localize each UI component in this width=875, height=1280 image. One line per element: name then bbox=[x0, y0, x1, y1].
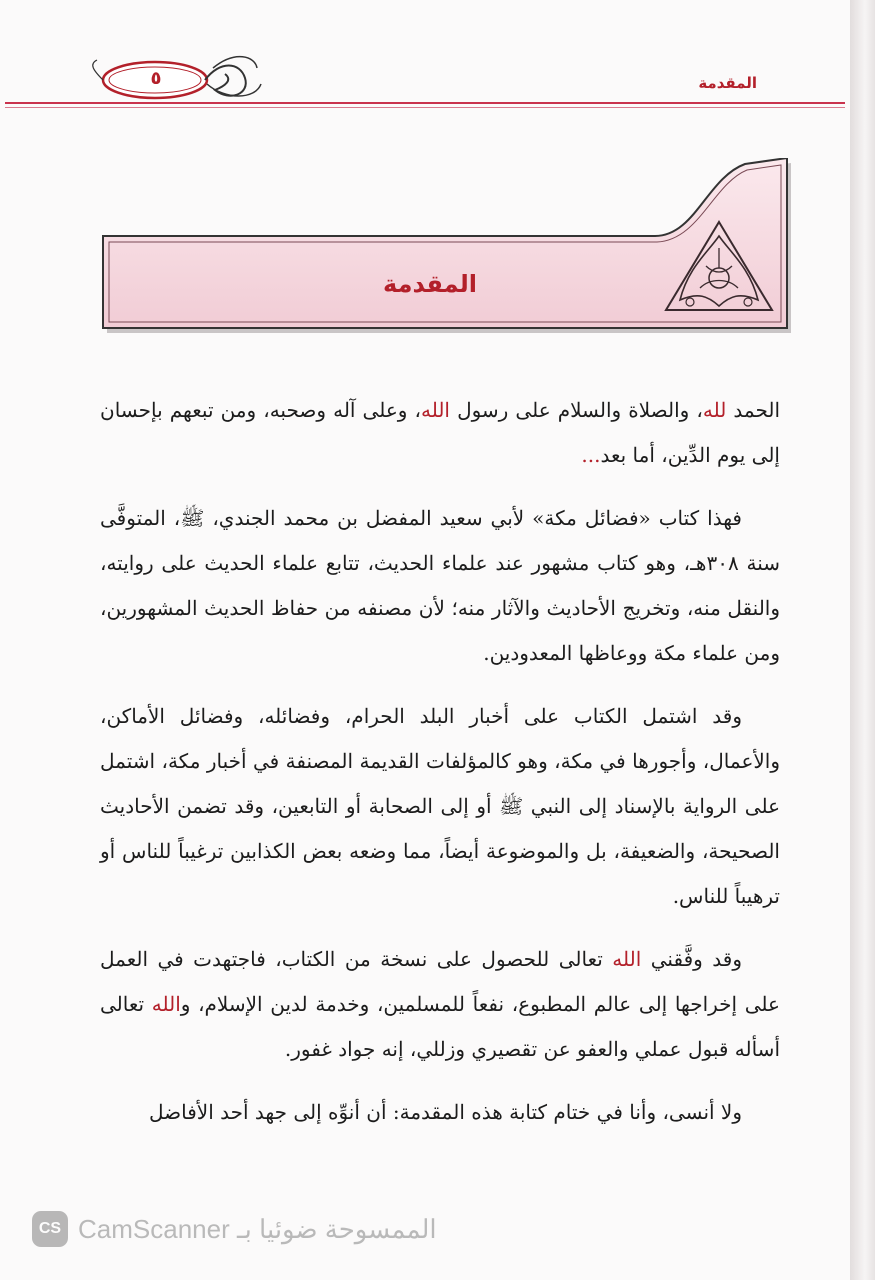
p1-text-c: ، والصلاة والسلام على رسول bbox=[449, 398, 703, 422]
page-edge bbox=[850, 0, 875, 1280]
page-number: ٥ bbox=[150, 68, 162, 89]
paragraph-1 bbox=[100, 388, 780, 478]
watermark-text: CamScanner الممسوحة ضوئيا بـ bbox=[78, 1213, 437, 1244]
chapter-title: المقدمة bbox=[383, 270, 477, 298]
p1-allah-red: لله bbox=[702, 398, 727, 422]
paragraph-3: وقد اشتمل الكتاب على أخبار البلد الحرام، وفضائله، وفضائل الأماكن، والأعمال، وأجورها في مكة، وهو كالمؤلفات القديمة المصنفة في أخبار مكة، اشتمل على الرواية بالإسناد إلى النبي ﷺ أو إلى الصحابة أو التابعين، وقد تضمن الأحاديث الصحيحة، والضعيفة، بل والموضوعة أيضاً، مما وضعه بعض الكذابين ترغيباً للناس أو ترهيباً للناس. bbox=[100, 704, 780, 908]
camscanner-logo-icon: CS bbox=[32, 1211, 68, 1247]
running-title: المقدمة bbox=[698, 74, 757, 92]
p1-text-e: ، وعلى آله وصحبه، ومن تبعهم بإحسان إلى يوم الدِّين، أما بعد bbox=[100, 398, 780, 467]
p4-text-e: تعالى أسأله قبول عملي والعفو عن تقصيري وزللي، إنه جواد غفور. bbox=[100, 992, 780, 1061]
p4-allah-red: الله bbox=[612, 947, 642, 971]
p4-allah-red-2: الله bbox=[151, 992, 181, 1016]
paragraph-5: ولا أنسى، وأنا في ختام كتابة هذه المقدمة: أن أنوِّه إلى جهد أحد الأفاضل bbox=[149, 1100, 742, 1124]
paragraph-2: فهذا كتاب «فضائل مكة» لأبي سعيد المفضل بن محمد الجندي، ﷺ، المتوفَّى سنة ٣٠٨هـ، وهو كتاب مشهور عند علماء الحديث، تتابع علماء الحديث على روايته، والنقل منه، وتخريج الأحاديث والآثار منه؛ لأن مصنفه من حفاظ الحديث المشهورين، ومن علماء مكة ووعاظها المعدودين. bbox=[100, 506, 780, 665]
p1-allah-red-2: الله bbox=[420, 398, 450, 422]
p4-text-c: تعالى للحصول على نسخة من الكتاب، فاجتهدت في العمل على إخراجها إلى عالم المطبوع، نفعاً للمسلمين، وخدمة لدين الإسلام، و bbox=[100, 947, 780, 1016]
paragraph-4 bbox=[100, 937, 780, 1072]
body-text bbox=[100, 388, 780, 1153]
p1-text-a: الحمد bbox=[726, 398, 781, 422]
arabesque-ornament-icon bbox=[660, 218, 778, 318]
camscanner-watermark bbox=[32, 1207, 512, 1251]
p4-text-a: وقد وفَّقني bbox=[641, 947, 742, 971]
p1-ellipsis: ... bbox=[581, 443, 601, 467]
